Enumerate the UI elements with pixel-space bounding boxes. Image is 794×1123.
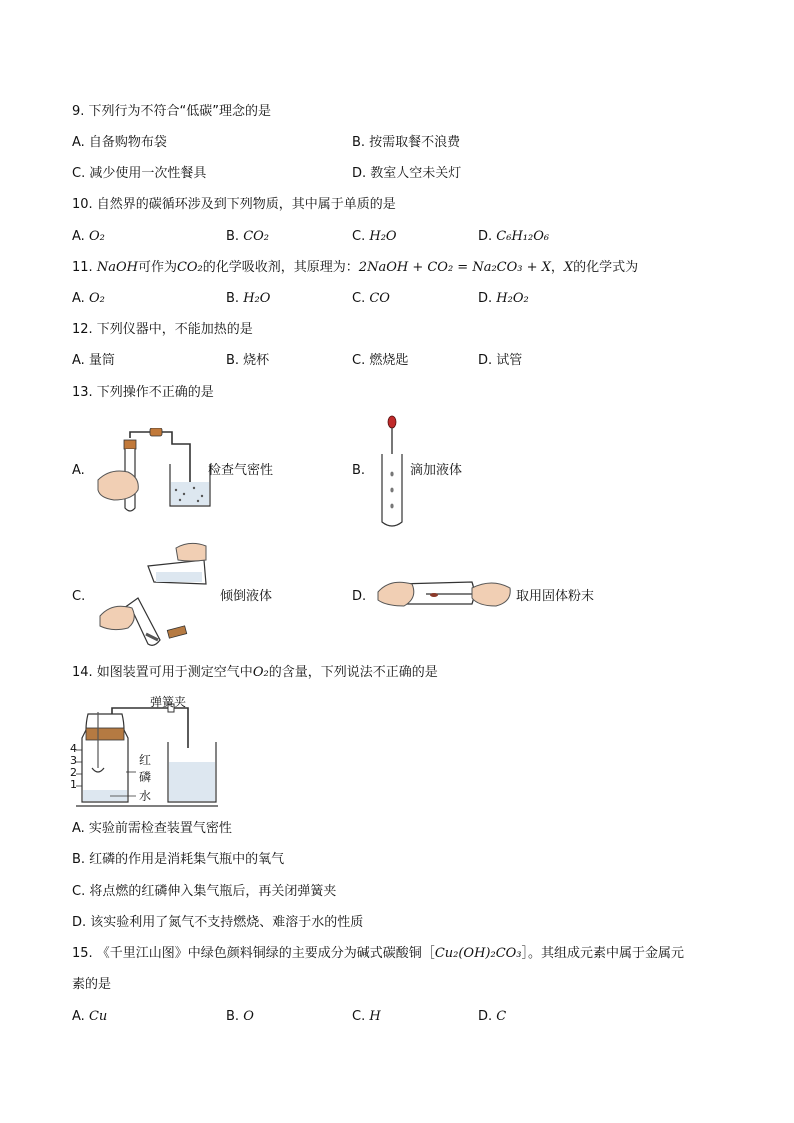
q13-caption-c: 倾倒液体 — [220, 589, 273, 604]
q9-option-d: D. 教室人空未关灯 — [352, 166, 462, 181]
q14-option-d: D. 该实验利用了氮气不支持燃烧、难溶于水的性质 — [72, 915, 364, 930]
q15-option-b: B. O — [226, 1009, 254, 1024]
q14-option-c: C. 将点燃的红磷伸入集气瓶后，再关闭弹簧夹 — [72, 884, 337, 899]
q13-letter-a: A. — [72, 463, 85, 478]
q15-stem-line2: 素的是 — [72, 977, 112, 992]
q13-caption-b: 滴加液体 — [410, 463, 463, 478]
q13-caption-a: 检查气密性 — [208, 463, 274, 478]
q9-option-b: B. 按需取餐不浪费 — [352, 135, 461, 150]
scale-1: 1 — [70, 778, 77, 791]
powder-sampling-figure — [376, 576, 514, 612]
q12-option-b: B. 烧杯 — [226, 353, 270, 368]
q10-option-a: A. O₂ — [72, 229, 105, 244]
q14-option-a: A. 实验前需检查装置气密性 — [72, 821, 232, 836]
q13-letter-d: D. — [352, 589, 367, 604]
q15-option-a: A. Cu — [72, 1009, 108, 1024]
q10-option-d: D. C₆H₁₂O₆ — [478, 229, 550, 244]
q11-option-a: A. O₂ — [72, 291, 105, 306]
red-label: 红 — [139, 753, 152, 767]
q15-option-d: D. C — [478, 1009, 507, 1024]
q14-stem: 14. 如图装置可用于测定空气中O₂的含量，下列说法不正确的是 — [72, 665, 438, 680]
q13-caption-d: 取用固体粉末 — [516, 589, 595, 604]
dropping-liquid-figure — [378, 414, 408, 530]
q12-option-a: A. 量筒 — [72, 353, 115, 368]
q12-stem: 12. 下列仪器中，不能加热的是 — [72, 322, 253, 337]
q11-option-b: B. H₂O — [226, 291, 271, 306]
q10-stem: 10. 自然界的碳循环涉及到下列物质，其中属于单质的是 — [72, 197, 396, 212]
q15-option-c: C. H — [352, 1009, 381, 1024]
q13-letter-b: B. — [352, 463, 366, 478]
q12-option-d: D. 试管 — [478, 353, 523, 368]
q9-option-a: A. 自备购物布袋 — [72, 135, 167, 150]
scale-4: 4 — [70, 742, 77, 755]
scale-3: 3 — [70, 754, 77, 767]
phosphorus-label: 磷 — [139, 770, 152, 784]
q11-stem: 11. NaOH可作为CO₂的化学吸收剂，其原理为：2NaOH + CO₂ = Na₂CO₃ + X，X的化学式为 — [72, 260, 639, 275]
q12-option-c: C. 燃烧匙 — [352, 353, 409, 368]
q10-option-b: B. CO₂ — [226, 229, 270, 244]
water-label: 水 — [139, 789, 152, 803]
q11-option-d: D. H₂O₂ — [478, 291, 529, 306]
q11-option-c: C. CO — [352, 291, 390, 306]
airtightness-check-figure — [92, 428, 212, 516]
q9-option-c: C. 减少使用一次性餐具 — [72, 166, 207, 181]
q14-option-b: B. 红磷的作用是消耗集气瓶中的氧气 — [72, 852, 285, 867]
q9-stem: 9. 下列行为不符合“低碳”理念的是 — [72, 104, 272, 119]
scale-2: 2 — [70, 766, 77, 779]
q13-letter-c: C. — [72, 589, 86, 604]
q10-option-c: C. H₂O — [352, 229, 397, 244]
spring-clip-label: 弹簧夹 — [150, 695, 187, 709]
q15-stem-line1: 15. 《千里江山图》中绿色颜料铜绿的主要成分为碱式碳酸铜［Cu₂(OH)₂CO₃］。其组成元素中属于金属元 — [72, 946, 685, 961]
pouring-liquid-figure — [98, 540, 210, 650]
q13-stem: 13. 下列操作不正确的是 — [72, 385, 214, 400]
